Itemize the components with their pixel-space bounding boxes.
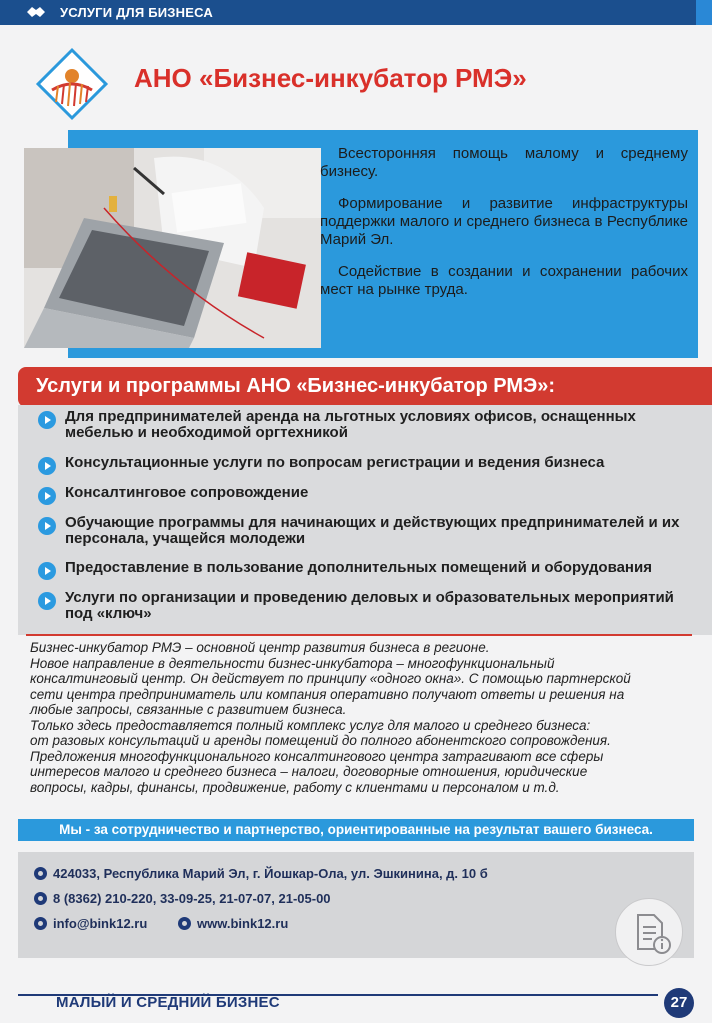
email-icon (34, 917, 47, 930)
location-pin-icon (34, 867, 47, 880)
arrow-bullet-icon (38, 411, 56, 429)
motto-text: Мы - за сотрудничество и партнерство, ориентированные на результат вашего бизнеса. (59, 822, 653, 837)
description-line: консалтинговый центр. Он действует по принципу «одного окна». С помощью партнерской (30, 671, 631, 686)
section-label: УСЛУГИ ДЛЯ БИЗНЕСА (60, 5, 213, 20)
service-label: Предоставление в пользование дополнительных помещений и оборудования (65, 559, 652, 576)
services-heading-banner (18, 367, 712, 407)
description-line: Бизнес-инкубатор РМЭ – основной центр развития бизнеса в регионе. (30, 640, 490, 655)
list-item (38, 560, 694, 580)
description-line: интересов малого и среднего бизнеса – налоги, договорные отношения, юридические (30, 764, 588, 779)
description-line: Только здесь предоставляется полный комплекс услуг для малого и среднего бизнеса: (30, 717, 591, 733)
description-line: любые запросы, связанные с развитием бизнеса. (30, 702, 347, 717)
globe-icon (178, 917, 191, 930)
intro-paragraph: Формирование и развитие инфраструктуры поддержки малого и среднего бизнеса в Республике Марий Эл. (320, 195, 688, 248)
list-item (38, 409, 694, 441)
services-heading: Услуги и программы АНО «Бизнес-инкубатор РМЭ»: (36, 375, 556, 397)
description-line: Предложения многофункционального консалтингового центра затрагивают все сферы (30, 748, 604, 764)
arrow-bullet-icon (38, 457, 56, 475)
incubator-logo (30, 42, 114, 126)
intro-paragraph: Всесторонняя помощь малому и среднему бизнесу. (320, 145, 688, 180)
phone-icon (34, 892, 47, 905)
document-info-icon[interactable] (615, 898, 683, 966)
divider (26, 634, 692, 636)
intro-paragraph: Содействие в создании и сохранении рабочих мест на рынке труда. (320, 263, 688, 298)
handshake-icon (26, 3, 46, 21)
arrow-bullet-icon (38, 592, 56, 610)
description-line: вопросы, кадры, финансы, продвижение, работу с клиентами и персоналом и т.д. (30, 779, 560, 795)
service-label: Консалтинговое сопровождение (65, 484, 309, 501)
intro-text (320, 145, 688, 313)
list-item (38, 455, 694, 475)
service-label: Услуги по организации и проведению деловых и образовательных мероприятий под «ключ» (65, 589, 674, 622)
website-line[interactable] (178, 916, 288, 931)
list-item (38, 590, 694, 622)
website-link[interactable]: www.bink12.ru (197, 916, 289, 931)
laptop-photo (24, 148, 321, 348)
description-line: от разовых консультаций и аренды помещений до полного абонентского сопровождения. (30, 733, 611, 748)
description-line: Новое направление в деятельности бизнес-инкубатора – многофункциональный (30, 655, 555, 671)
address-line (34, 866, 488, 881)
arrow-bullet-icon (38, 562, 56, 580)
top-bar-accent (696, 0, 712, 25)
phone-line (34, 891, 331, 906)
list-item (38, 515, 694, 547)
description-text (30, 640, 694, 795)
description-line: сети центра предприниматель или компания оперативно получают ответы и решения на (30, 686, 625, 702)
arrow-bullet-icon (38, 517, 56, 535)
footer-title: МАЛЫЙ И СРЕДНИЙ БИЗНЕС (56, 994, 280, 1011)
page-title: АНО «Бизнес-инкубатор РМЭ» (134, 63, 527, 93)
page-number: 27 (664, 988, 694, 1018)
email-line[interactable] (34, 916, 147, 931)
list-item (38, 485, 694, 505)
top-bar (0, 0, 712, 25)
address-text: 424033, Республика Марий Эл, г. Йошкар-Ола, ул. Эшкинина, д. 10 б (53, 866, 488, 881)
arrow-bullet-icon (38, 487, 56, 505)
motto-banner (18, 819, 694, 841)
email-link[interactable]: info@bink12.ru (53, 916, 148, 931)
service-label: Консультационные услуги по вопросам регистрации и ведения бизнеса (65, 454, 605, 471)
service-label: Обучающие программы для начинающих и действующих предпринимателей и их персонала, учащейся молодежи (65, 514, 680, 547)
services-list (18, 405, 712, 635)
service-label: Для предпринимателей аренда на льготных условиях офисов, оснащенных мебелью и необходимой оргтехникой (65, 408, 636, 441)
phone-text: 8 (8362) 210-220, 33-09-25, 21-07-07, 21-05-00 (53, 891, 331, 906)
